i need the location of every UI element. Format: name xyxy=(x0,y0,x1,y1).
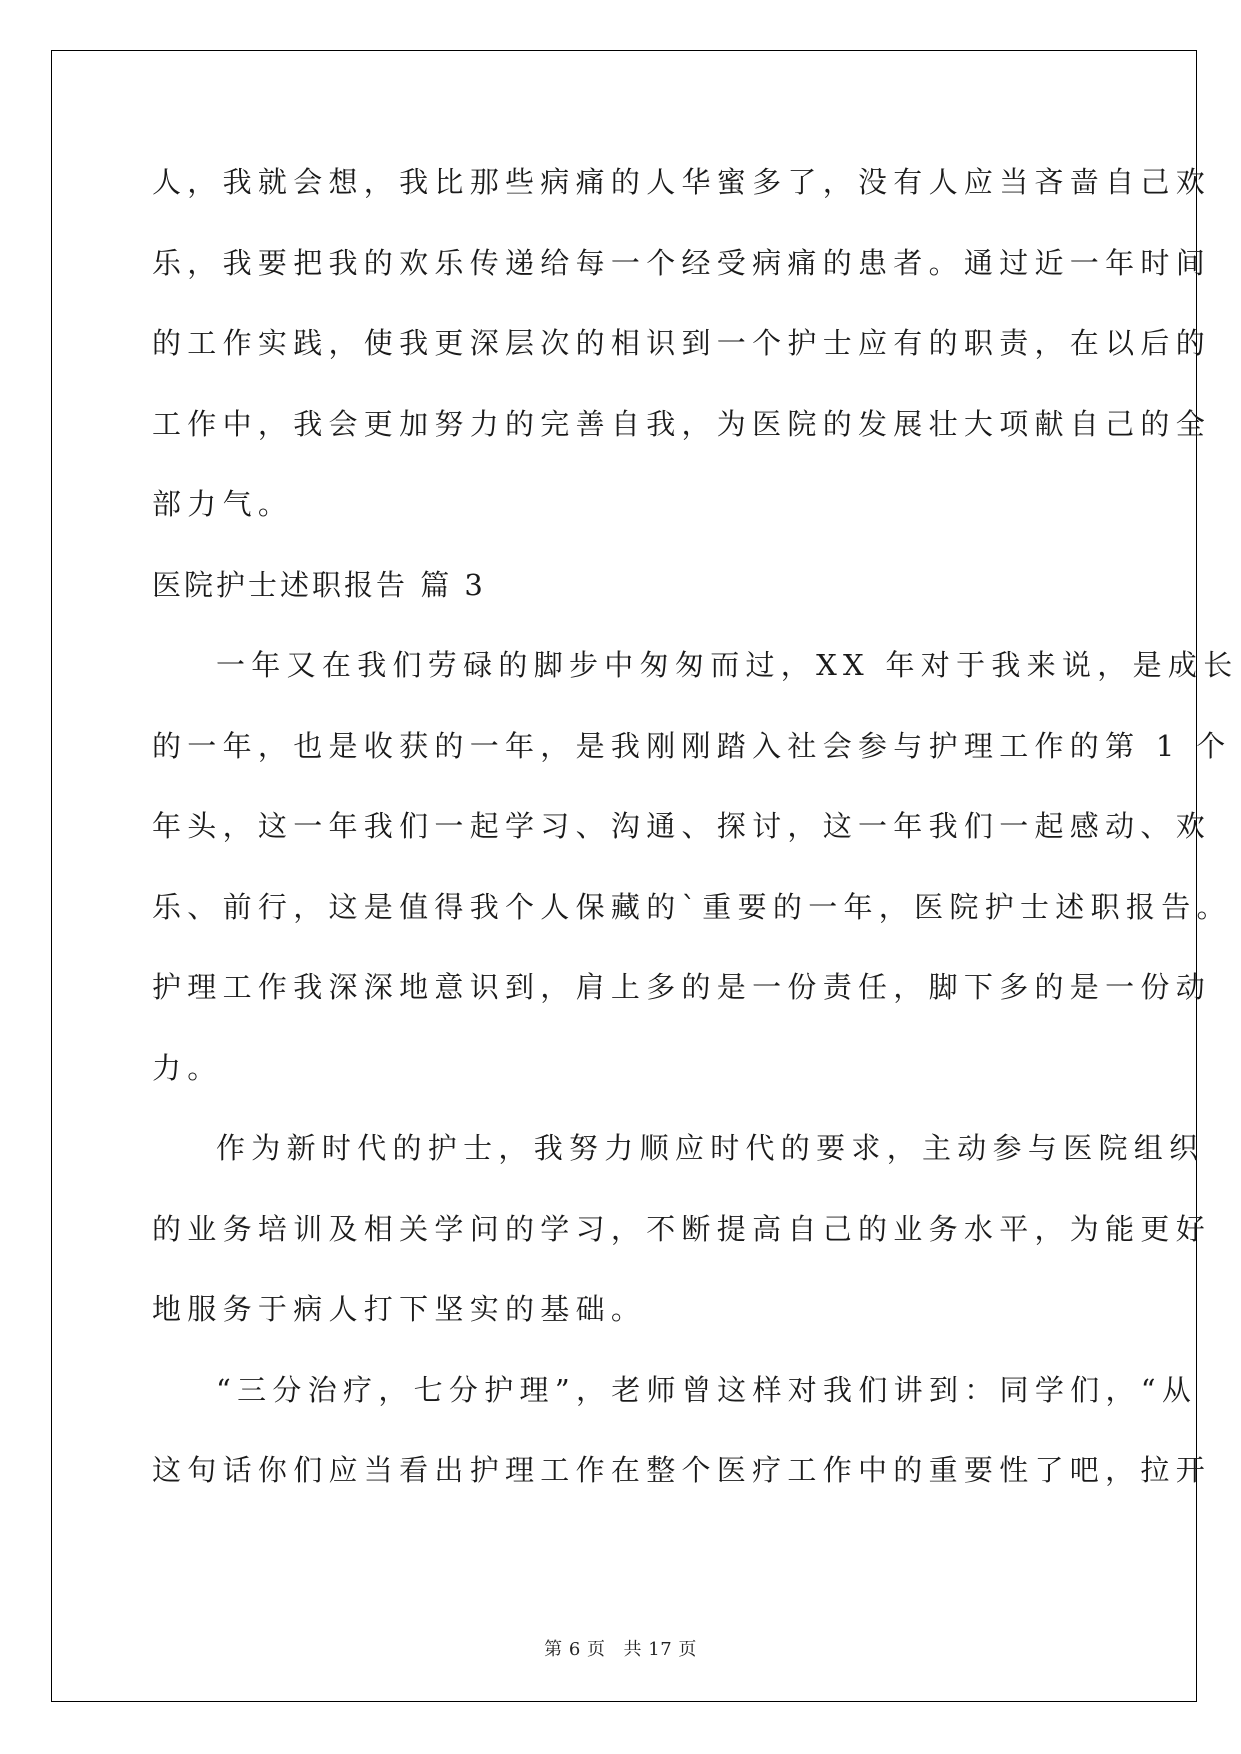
paragraph-first-line: 作为新时代的护士，我努力顺应时代的要求，主动参与医院组织 xyxy=(216,1131,1205,1165)
text-line: 这句话你们应当看出护理工作在整个医疗工作中的重要性了吧，拉开 xyxy=(152,1453,1212,1487)
paragraph-first-line: 一年又在我们劳碌的脚步中匆匆而过，XX 年对于我来说，是成长 xyxy=(216,648,1239,682)
section-heading: 医院护士述职报告 篇 3 xyxy=(152,567,486,602)
text-line: 护理工作我深深地意识到，肩上多的是一份责任，脚下多的是一份动 xyxy=(152,970,1212,1004)
text-line: 乐、前行，这是值得我个人保藏的`重要的一年，医院护士述职报告。 xyxy=(152,889,1232,924)
text-line: 工作中，我会更加努力的完善自我，为医院的发展壮大项献自己的全 xyxy=(152,406,1212,441)
text-line: 年头，这一年我们一起学习、沟通、探讨，这一年我们一起感动、欢 xyxy=(152,809,1212,843)
text-line: 地服务于病人打下坚实的基础。 xyxy=(152,1292,647,1326)
page-total: 共 17 页 xyxy=(623,1639,697,1660)
text-line: 部力气。 xyxy=(152,487,294,521)
text-line: 的工作实践，使我更深层次的相识到一个护士应有的职责，在以后的 xyxy=(152,326,1212,360)
text-line: 的一年，也是收获的一年，是我刚刚踏入社会参与护理工作的第 1 个 xyxy=(152,728,1232,763)
document-body xyxy=(152,162,1239,1531)
page-number: 第 6 页 xyxy=(544,1639,606,1660)
paragraph-first-line: “三分治疗，七分护理”，老师曾这样对我们讲到：同学们，“从 xyxy=(216,1372,1198,1407)
text-line: 的业务培训及相关学问的学习，不断提高自己的业务水平，为能更好 xyxy=(152,1211,1212,1246)
text-line: 力。 xyxy=(152,1050,223,1085)
text-line: 乐，我要把我的欢乐传递给每一个经受病痛的患者。通过近一年时间 xyxy=(152,245,1212,280)
page-footer xyxy=(0,1635,1241,1661)
text-line: 人，我就会想，我比那些病痛的人华蜜多了，没有人应当吝啬自己欢 xyxy=(152,165,1212,199)
